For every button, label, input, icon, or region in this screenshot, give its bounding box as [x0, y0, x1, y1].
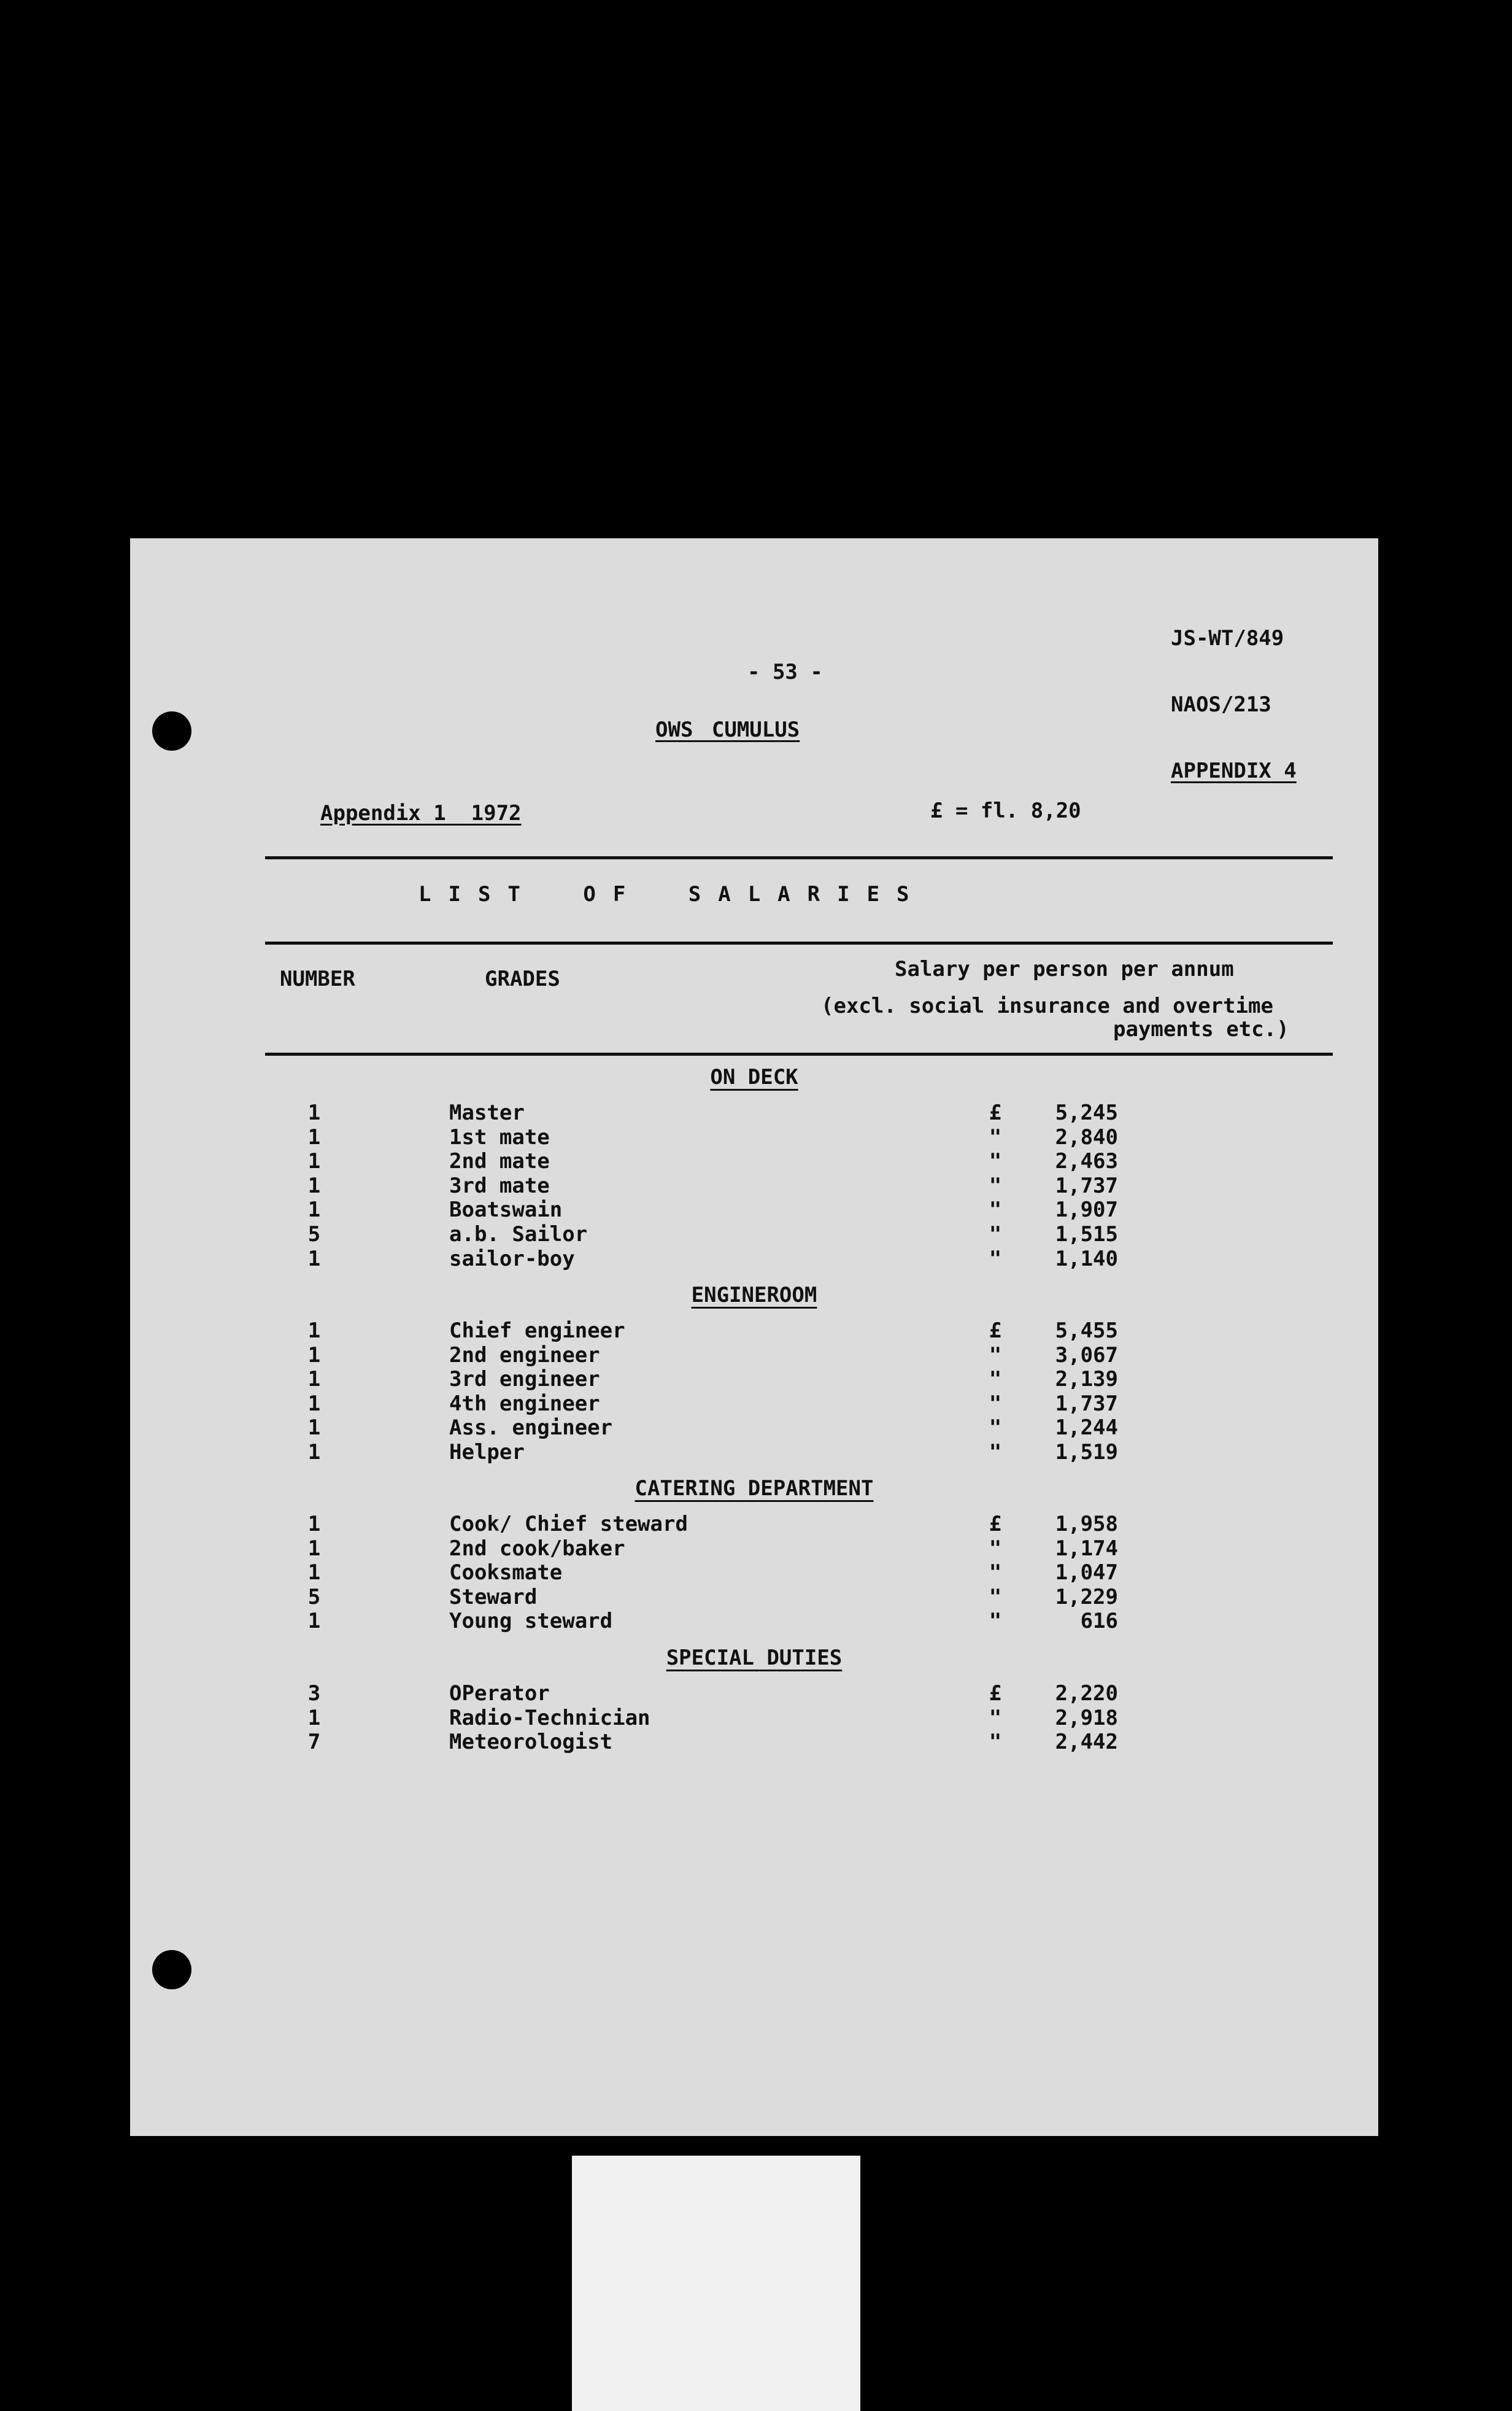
section-heading: CATERING DEPARTMENT	[634, 1476, 874, 1501]
rule-top	[265, 856, 1333, 859]
row-number: 1	[307, 1440, 321, 1465]
row-grade: 4th engineer	[449, 1391, 600, 1416]
table-row	[130, 1681, 1378, 1706]
row-currency: "	[989, 1415, 1002, 1441]
row-currency: £	[989, 1512, 1002, 1536]
reference-line-1: JS-WT/849	[1171, 626, 1284, 651]
row-grade: 2nd cook/baker	[449, 1536, 625, 1561]
row-amount: 1,907	[1055, 1198, 1118, 1223]
table-row	[130, 1585, 1378, 1609]
reference-block	[1171, 583, 1297, 826]
row-grade: Ass. engineer	[449, 1415, 613, 1441]
table-row	[130, 1222, 1378, 1247]
row-amount: 2,840	[1055, 1124, 1118, 1150]
page-number: - 53 -	[747, 660, 823, 684]
punch-hole-bottom	[152, 1950, 191, 1989]
row-amount: 2,463	[1055, 1149, 1118, 1174]
punch-hole-top	[152, 711, 191, 751]
section-heading: ON DECK	[710, 1065, 798, 1089]
row-number: 1	[307, 1391, 321, 1416]
row-number: 1	[307, 1246, 321, 1271]
row-number: 1	[307, 1560, 321, 1585]
row-amount: 1,229	[1055, 1584, 1118, 1609]
row-amount: 1,515	[1055, 1222, 1118, 1247]
row-grade: OPerator	[449, 1681, 550, 1706]
row-currency: "	[989, 1705, 1002, 1730]
row-number: 1	[307, 1173, 321, 1198]
table-row	[130, 1367, 1378, 1391]
row-grade: Steward	[449, 1584, 538, 1609]
table-row	[130, 1391, 1378, 1416]
row-currency: "	[989, 1124, 1002, 1150]
row-currency: "	[989, 1536, 1002, 1561]
row-number: 1	[307, 1101, 321, 1125]
header-number: NUMBER	[280, 967, 355, 991]
table-row	[130, 1440, 1378, 1465]
row-grade: 2nd engineer	[449, 1342, 600, 1368]
row-number: 1	[307, 1705, 321, 1730]
row-grade: 2nd mate	[449, 1149, 550, 1174]
row-currency: "	[989, 1367, 1002, 1392]
rule-header-top	[265, 942, 1333, 945]
row-grade: Chief engineer	[449, 1318, 625, 1343]
attached-card	[572, 2156, 860, 2411]
table-row	[130, 1198, 1378, 1222]
exchange-rate: £ = fl. 8,20	[930, 799, 1081, 823]
row-currency: "	[989, 1246, 1002, 1271]
row-amount: 1,174	[1055, 1536, 1118, 1561]
row-number: 1	[307, 1342, 321, 1368]
row-number: 1	[307, 1318, 321, 1343]
table-row	[130, 1706, 1378, 1730]
table-row	[130, 1125, 1378, 1150]
table-row	[130, 1343, 1378, 1368]
row-amount: 1,737	[1055, 1173, 1118, 1198]
row-amount: 5,245	[1055, 1101, 1118, 1125]
header-salary-line3: payments etc.)	[1113, 1017, 1289, 1042]
row-number: 1	[307, 1512, 321, 1536]
row-number: 1	[307, 1149, 321, 1174]
row-grade: Master	[449, 1101, 525, 1125]
row-grade: 1st mate	[449, 1124, 550, 1150]
row-currency: "	[989, 1222, 1002, 1247]
row-grade: Boatswain	[449, 1198, 563, 1223]
row-grade: Young steward	[449, 1609, 613, 1634]
row-currency: "	[989, 1149, 1002, 1174]
document-title: OWS CUMULUS	[655, 718, 800, 742]
document-page	[130, 538, 1378, 2136]
table-row	[130, 1536, 1378, 1561]
section-heading: ENGINEROOM	[691, 1283, 817, 1307]
table-row	[130, 1560, 1378, 1585]
row-currency: "	[989, 1342, 1002, 1368]
row-amount: 2,918	[1055, 1705, 1118, 1730]
row-number: 1	[307, 1124, 321, 1150]
row-amount: 2,442	[1055, 1730, 1118, 1755]
row-grade: 3rd mate	[449, 1173, 550, 1198]
row-number: 3	[307, 1681, 321, 1706]
row-currency: £	[989, 1318, 1002, 1343]
row-currency: "	[989, 1609, 1002, 1634]
header-salary-line2: (excl. social insurance and overtime	[821, 994, 1273, 1018]
row-grade: sailor-boy	[449, 1246, 575, 1271]
rule-header-bottom	[265, 1053, 1333, 1056]
row-grade: Helper	[449, 1440, 525, 1465]
row-currency: "	[989, 1198, 1002, 1223]
row-grade: Meteorologist	[449, 1730, 613, 1755]
row-currency: "	[989, 1440, 1002, 1465]
row-number: 5	[307, 1222, 321, 1247]
appendix-label: Appendix 1 1972	[320, 801, 522, 826]
row-number: 5	[307, 1584, 321, 1609]
row-number: 1	[307, 1415, 321, 1441]
row-amount: 1,519	[1055, 1440, 1118, 1465]
row-amount: 1,958	[1055, 1512, 1118, 1536]
row-currency: "	[989, 1391, 1002, 1416]
table-row	[130, 1318, 1378, 1343]
row-amount: 1,244	[1055, 1415, 1118, 1441]
row-amount: 3,067	[1055, 1342, 1118, 1368]
row-amount: 1,047	[1055, 1560, 1118, 1585]
row-number: 1	[307, 1367, 321, 1392]
row-grade: Cooksmate	[449, 1560, 563, 1585]
reference-line-2: NAOS/213	[1171, 692, 1271, 717]
row-currency: "	[989, 1173, 1002, 1198]
row-amount: 2,139	[1055, 1367, 1118, 1392]
header-salary-line1: Salary per person per annum	[895, 957, 1234, 981]
list-title: LIST OF SALARIES	[418, 882, 927, 907]
table-row	[130, 1415, 1378, 1440]
header-grades: GRADES	[485, 967, 560, 991]
row-grade: 3rd engineer	[449, 1367, 600, 1392]
row-number: 1	[307, 1536, 321, 1561]
reference-line-3: APPENDIX 4	[1171, 759, 1297, 783]
row-amount: 5,455	[1055, 1318, 1118, 1343]
table-row	[130, 1247, 1378, 1271]
row-grade: Cook/ Chief steward	[449, 1512, 688, 1536]
row-number: 7	[307, 1730, 321, 1755]
table-row	[130, 1174, 1378, 1198]
table-row	[130, 1101, 1378, 1125]
table-row	[130, 1730, 1378, 1754]
row-amount: 1,737	[1055, 1391, 1118, 1416]
section-heading: SPECIAL DUTIES	[666, 1646, 843, 1670]
row-currency: £	[989, 1681, 1002, 1706]
row-grade: a.b. Sailor	[449, 1222, 588, 1247]
row-amount: 1,140	[1055, 1246, 1118, 1271]
row-amount: 2,220	[1055, 1681, 1118, 1706]
row-currency: "	[989, 1730, 1002, 1755]
table-row	[130, 1149, 1378, 1174]
row-currency: "	[989, 1560, 1002, 1585]
row-amount: 616	[1080, 1609, 1118, 1634]
table-row	[130, 1512, 1378, 1536]
row-currency: "	[989, 1584, 1002, 1609]
row-grade: Radio-Technician	[449, 1705, 650, 1730]
row-currency: £	[989, 1101, 1002, 1125]
table-row	[130, 1609, 1378, 1633]
row-number: 1	[307, 1609, 321, 1634]
row-number: 1	[307, 1198, 321, 1223]
